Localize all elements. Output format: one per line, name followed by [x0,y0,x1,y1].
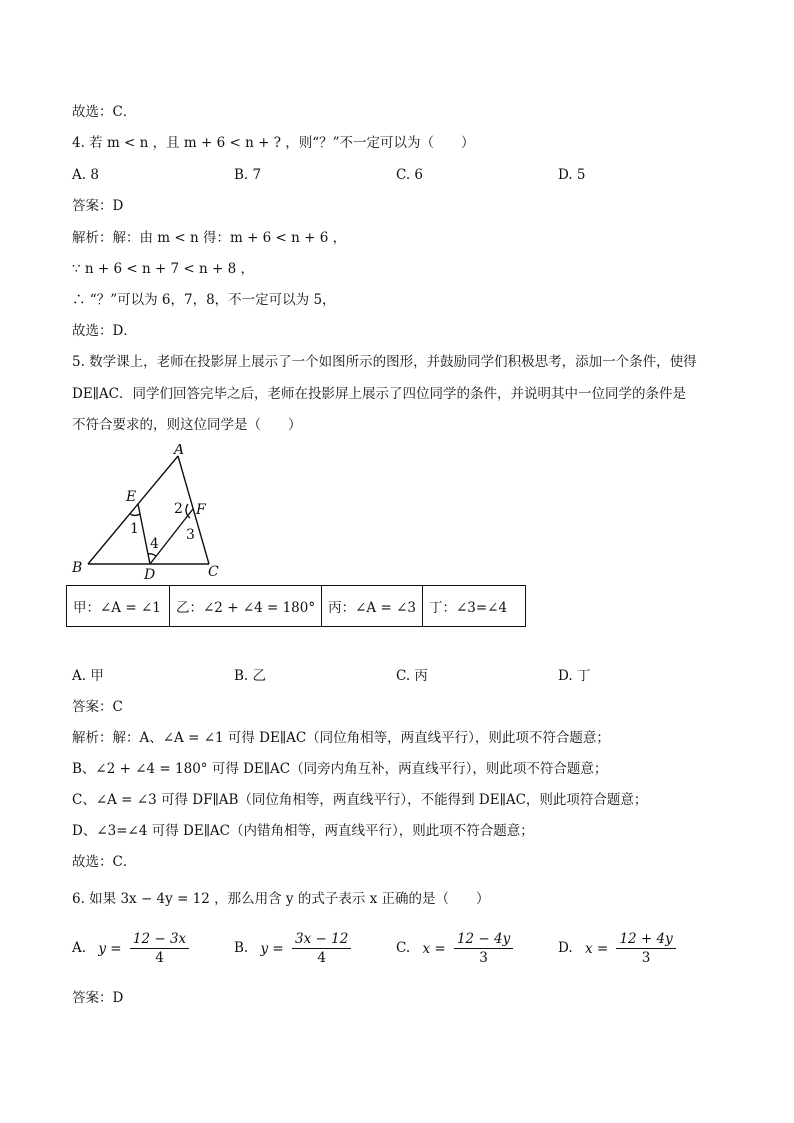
q4-option-c: C. 6 [396,167,424,183]
q5-analysis-line: B、∠2 + ∠4 = 180° 可得 DE∥AC（同旁内角互补，两直线平行），则此项不符合题意； [72,761,608,777]
option-letter: C. [396,940,411,956]
q6-option-c [396,930,513,967]
q5-analysis-line: 解析：解：A、∠A = ∠1 可得 DE∥AC（同位角相等，两直线平行），则此项不符合题意； [72,730,610,746]
vertex-label-b: B [72,560,83,576]
angle-label-1: 1 [130,521,139,537]
option-letter: B. [234,940,249,956]
q5-stem-line: DE∥AC．同学们回答完毕之后，老师在投影屏上展示了四位同学的条件，并说明其中一位同学的条件是 [72,386,686,402]
condition-cell-ding: 丁：∠3=∠4 [422,586,525,627]
q4-option-a: A. 8 [72,167,99,183]
fraction-denominator: 4 [317,950,326,966]
q5-stem-line: 5. 数学课上，老师在投影屏上展示了一个如图所示的图形，并鼓励同学们积极思考，添加一个条件，使得 [72,354,697,370]
q6-stem: 6. 如果 3x − 4y = 12 ，那么用含 y 的式子表示 x 正确的是（ ） [72,891,490,907]
condition-cell-yi: 乙：∠2 + ∠4 = 180° [170,586,322,627]
q6-option-a [72,930,189,967]
vertex-label-f: F [196,502,206,518]
fraction-denominator: 3 [641,950,651,966]
fraction [130,930,189,967]
angle-arc-1 [130,514,140,515]
q5-analysis-line: D、∠3=∠4 可得 DE∥AC（内错角相等，两直线平行），则此项不符合题意； [72,823,534,839]
conditions-table [66,585,526,627]
segment-ed [138,504,150,564]
q6-option-b [234,930,351,967]
fraction [292,930,351,967]
option-letter: D. [558,940,573,956]
fraction [616,930,675,967]
fraction-numerator: 12 − 4y [454,930,513,949]
q4-analysis-line: ∵ n + 6 < n + 7 < n + 8 ， [72,261,254,277]
q6-answer: 答案：D [72,990,124,1006]
q4-analysis-line: ∴ “？”可以为 6，7，8，不一定可以为 5， [72,292,336,308]
q4-conclusion: 故选：D． [72,323,137,339]
q6-option-d [558,930,676,967]
equation-lhs: y = [260,940,284,957]
triangle-figure [66,444,306,584]
q5-answer: 答案：C [72,699,123,715]
q5-option-c: C. 丙 [396,668,428,684]
angle-label-2: 2 [174,501,183,517]
option-letter: A. [72,940,87,956]
q4-stem: 4. 若 m < n ，且 m + 6 < n + ? ，则“？”不一定可以为（ ） [72,135,475,151]
q5-conclusion: 故选：C． [72,854,137,870]
condition-cell-jia: 甲：∠A = ∠1 [67,586,170,627]
q4-analysis-line: 解析：解：由 m < n 得：m + 6 < n + 6 ， [72,230,347,246]
angle-arc-2 [186,504,190,518]
angle-arc-4 [148,554,156,556]
q3-conclusion: 故选：C． [72,104,137,120]
vertex-label-e: E [126,489,137,505]
q5-option-d: D. 丁 [558,668,591,684]
fraction-numerator: 12 + 4y [616,930,675,949]
condition-cell-bing: 丙：∠A = ∠3 [322,586,423,627]
equation-lhs: x = [422,940,446,957]
segment-ba [88,456,178,564]
angle-label-3: 3 [186,527,195,543]
vertex-label-d: D [144,567,156,583]
q4-answer: 答案：D [72,198,124,214]
fraction-numerator: 3x − 12 [292,930,351,949]
q5-option-a: A. 甲 [72,668,104,684]
fraction-denominator: 4 [155,950,164,966]
table-row [67,586,526,627]
q5-analysis-line: C、∠A = ∠3 可得 DF∥AB（同位角相等，两直线平行），不能得到 DE∥AC，则此项符合题意； [72,792,648,808]
equation-lhs: y = [98,940,122,957]
q4-option-d: D. 5 [558,167,586,183]
vertex-label-a: A [174,444,185,458]
vertex-label-c: C [208,564,219,580]
q5-option-b: B. 乙 [234,668,267,684]
equation-lhs: x = [584,940,609,957]
q5-stem-line: 不符合要求的，则这位同学是（ ） [72,417,302,433]
q4-option-b: B. 7 [234,167,262,183]
fraction-denominator: 3 [479,950,488,966]
fraction [454,930,513,967]
angle-label-4: 4 [150,536,159,552]
fraction-numerator: 12 − 3x [130,930,189,949]
